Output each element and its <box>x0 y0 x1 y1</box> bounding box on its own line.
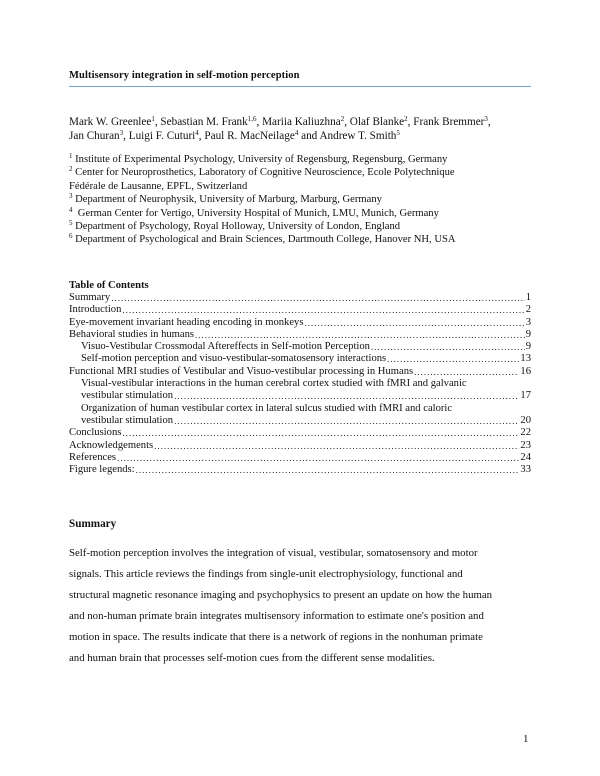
toc-entry-title: vestibular stimulation <box>81 390 174 402</box>
toc-entry-figure-legends[interactable] <box>69 464 531 476</box>
affiliation-text: Fédérale de Lausanne, EPFL, Switzerland <box>69 180 248 192</box>
affiliation-text: German Center for Vertigo, University Hospital of Munich, LMU, Munich, Germany <box>72 207 439 219</box>
toc-entry-page: 33 <box>520 464 531 476</box>
toc-dot-leader <box>195 329 525 341</box>
affiliation-text: Department of Psychology, Royal Holloway, University of London, England <box>72 221 401 233</box>
toc-entry-references[interactable] <box>69 452 531 464</box>
summary-heading: Summary <box>69 518 117 530</box>
affiliation-text: Institute of Experimental Psychology, University of Regensburg, Regensburg, Germany <box>72 154 448 165</box>
affiliation-sup: 3 <box>69 192 73 201</box>
toc-dot-leader <box>136 464 520 476</box>
toc-entry-page: 9 <box>525 328 531 340</box>
author-affil-sup: 3 <box>119 129 124 137</box>
toc-entry-page: 16 <box>520 365 531 377</box>
author-affil-sup: 1 <box>151 115 155 123</box>
summary-line: motion in space. The results indicate that there is a network of regions in the nonhuman primate <box>69 631 483 643</box>
toc-dot-leader <box>371 341 525 353</box>
toc-entry-page: 2 <box>525 304 531 316</box>
toc-entry-page: 20 <box>520 414 531 426</box>
author-name: Mark W. Greenlee <box>69 116 152 128</box>
toc-entry-page: 24 <box>520 451 531 463</box>
author-name: , Olaf Blanke <box>344 116 405 128</box>
summary-line: signals. This article reviews the findings from single-unit electrophysiology, functional and <box>69 568 463 580</box>
toc-entry-caloric[interactable] <box>69 415 531 427</box>
toc-entry-title: Self-motion perception and visuo-vestibular-somatosensory interactions <box>81 353 387 365</box>
summary-line: Self-motion perception involves the integration of visual, vestibular, somatosensory and motor <box>69 547 478 559</box>
author-line-2 <box>69 129 539 143</box>
toc-entry-title: Visuo-Vestibular Crossmodal Aftereffects in Self-motion Perception <box>81 341 370 353</box>
author-affil-sup: 4 <box>294 129 299 137</box>
author-affil-sup: 3 <box>484 115 488 123</box>
toc-entry-page: 23 <box>520 439 531 451</box>
toc-heading: Table of Contents <box>69 280 149 291</box>
affiliation-sup: 1 <box>69 152 73 160</box>
toc-entry-title: Behavioral studies in humans <box>69 328 195 340</box>
summary-line: structural magnetic resonance imaging and psychophysics to present an update on how the human <box>69 589 493 601</box>
toc-entry-page: 17 <box>520 390 531 402</box>
running-title: Multisensory integration in self-motion perception <box>69 70 300 81</box>
author-name: , Frank Bremmer <box>407 116 485 128</box>
toc-entry-page: 9 <box>525 341 531 353</box>
toc-entry-title: Summary <box>69 292 111 303</box>
toc-dot-leader <box>304 317 524 329</box>
toc-entry-galvanic[interactable] <box>69 390 531 402</box>
toc-entry-page: 22 <box>520 427 531 439</box>
toc-dot-leader <box>387 353 519 365</box>
affiliation-item <box>69 166 539 179</box>
toc-dot-leader <box>154 440 519 452</box>
toc-entry-title-wrap: Organization of human vestibular cortex in lateral sulcus studied with fMRI and caloric <box>81 402 453 414</box>
toc-entry-title: Eye-movement invariant heading encoding in monkeys <box>69 316 304 328</box>
toc-entry-title: vestibular stimulation <box>81 414 174 426</box>
author-list <box>69 115 539 143</box>
toc-dot-leader <box>111 292 525 304</box>
page-number: 1 <box>523 733 529 745</box>
toc-entry-introduction[interactable] <box>69 304 531 316</box>
table-of-contents <box>69 279 531 476</box>
author-affil-sup: 2 <box>340 115 345 123</box>
affiliation-item <box>69 207 539 220</box>
affiliation-text: Department of Psychological and Brain Sciences, Dartmouth College, Hanover NH, USA <box>72 234 456 246</box>
toc-entry-title: Figure legends: <box>69 464 135 476</box>
author-name: , Mariia Kaliuzhna <box>256 116 341 128</box>
toc-entry-behavioral[interactable] <box>69 329 531 341</box>
author-name: , Paul R. MacNeilage <box>198 130 295 142</box>
toc-entry-somatosensory[interactable] <box>69 353 531 365</box>
toc-entry-title: Introduction <box>69 304 122 316</box>
affiliation-sup: 4 <box>69 205 73 214</box>
affiliation-item <box>69 180 539 193</box>
affiliation-sup: 2 <box>69 165 73 174</box>
toc-entry-crossmodal-aftereffects[interactable] <box>69 341 531 353</box>
toc-entry-summary[interactable] <box>69 292 531 304</box>
affiliation-item <box>69 193 539 206</box>
affiliation-item <box>69 153 539 166</box>
author-affil-sup: 1,6 <box>247 115 257 123</box>
toc-entry-conclusions[interactable] <box>69 427 531 439</box>
affiliation-item <box>69 220 539 233</box>
author-line-1 <box>69 115 539 129</box>
toc-entry-title: Conclusions <box>69 427 122 439</box>
toc-dot-leader <box>122 304 524 316</box>
summary-paragraph <box>69 543 531 669</box>
toc-entry-title: References <box>69 451 117 463</box>
toc-dot-leader <box>174 415 519 427</box>
author-name: Jan Churan <box>69 130 120 142</box>
toc-entry-title-wrap: Visual-vestibular interactions in the human cerebral cortex studied with fMRI and galvanic <box>81 378 467 390</box>
toc-entry-title: Functional MRI studies of Vestibular and Visuo-vestibular processing in Humans <box>69 365 414 377</box>
affiliation-text: Center for Neuroprosthetics, Laboratory of Cognitive Neuroscience, Ecole Polytechnique <box>72 167 455 179</box>
author-name: , Sebastian M. Frank <box>154 116 248 128</box>
toc-entry-page: 13 <box>520 353 531 365</box>
toc-dot-leader <box>174 390 519 402</box>
affiliation-sup: 6 <box>69 232 73 241</box>
author-affil-sup: 5 <box>396 129 400 137</box>
author-separator: , <box>487 116 491 128</box>
toc-dot-leader <box>122 427 519 439</box>
affiliation-item <box>69 233 539 246</box>
author-name: and Andrew T. Smith <box>298 130 397 142</box>
toc-dot-leader <box>117 452 519 464</box>
toc-entry-eye-movement[interactable] <box>69 317 531 329</box>
affiliation-text: Department of Neurophysik, University of Marburg, Marburg, Germany <box>72 194 382 206</box>
toc-entry-acknowledgements[interactable] <box>69 440 531 452</box>
title-rule <box>69 86 531 87</box>
toc-entry-title: Acknowledgements <box>69 439 154 451</box>
toc-dot-leader <box>414 366 519 378</box>
toc-entry-page: 1 <box>525 292 531 303</box>
author-affil-sup: 4 <box>195 129 199 137</box>
author-affil-sup: 2 <box>404 115 408 123</box>
summary-line: and human brain that processes self-motion cues from the different sense modalities. <box>69 652 435 664</box>
affiliation-list <box>69 153 539 247</box>
author-name: , Luigi F. Cuturi <box>123 130 196 142</box>
summary-line: and non-human primate brain integrates multisensory information to estimate one's position and <box>69 610 484 622</box>
toc-entry-fmri[interactable] <box>69 366 531 378</box>
affiliation-sup: 5 <box>69 219 73 228</box>
toc-entry-page: 3 <box>525 316 531 328</box>
